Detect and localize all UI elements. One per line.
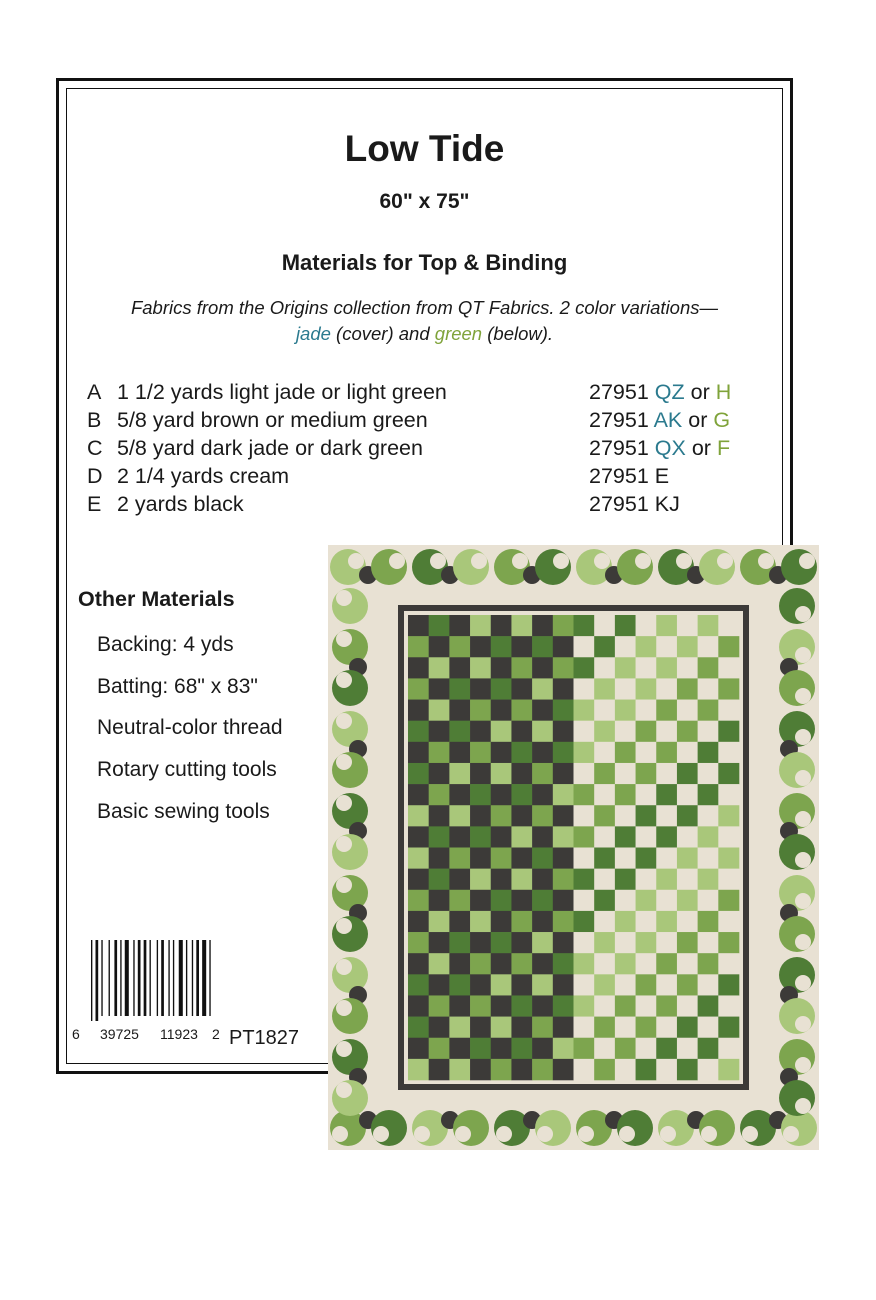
material-letter: C [87, 436, 103, 460]
other-item-backing: Backing: 4 yds [97, 633, 234, 656]
material-code-a: 27951 QZ or H [589, 380, 732, 404]
material-row-d [87, 464, 289, 492]
material-row-a [87, 380, 447, 408]
material-desc: 5/8 yard brown or medium green [117, 408, 428, 432]
below-text: (below). [482, 323, 554, 344]
barcode-group-1: 39725 [100, 1026, 139, 1042]
barcode-digit-right: 2 [212, 1026, 220, 1042]
material-letter: E [87, 492, 102, 516]
barcode-numbers [72, 1022, 222, 1044]
material-code-c: 27951 QX or F [589, 436, 731, 460]
cover-text: (cover) and [330, 323, 435, 344]
other-materials-heading: Other Materials [78, 587, 235, 611]
green-word: green [434, 323, 483, 344]
other-item-sewing-tools: Basic sewing tools [97, 800, 270, 823]
quilt-size: 60" x 75" [379, 190, 470, 213]
material-row-c [87, 436, 423, 464]
quilt-photo [328, 545, 819, 1150]
material-desc: 2 yards black [117, 492, 244, 516]
materials-heading: Materials for Top & Binding [281, 250, 568, 275]
material-code-e: 27951 KJ [589, 492, 680, 516]
intro-line-1: Fabrics from the Origins collection from QT Fabrics. 2 color variations— [130, 297, 719, 318]
material-desc: 1 1/2 yards light jade or light green [117, 380, 447, 404]
material-desc: 5/8 yard dark jade or dark green [117, 436, 423, 460]
fabric-intro [66, 295, 783, 347]
other-item-thread: Neutral-color thread [97, 716, 283, 739]
material-code-d: 27951 E [589, 464, 670, 488]
material-row-e [87, 492, 244, 520]
intro-line-2 [66, 321, 783, 347]
material-desc: 2 1/4 yards cream [117, 464, 290, 488]
barcode-image [89, 940, 217, 1021]
material-letter: B [87, 408, 102, 432]
other-item-cutting-tools: Rotary cutting tools [97, 758, 277, 781]
pattern-title: Low Tide [344, 128, 505, 169]
jade-word: jade [295, 323, 331, 344]
material-letter: D [87, 464, 103, 488]
barcode-digit-left: 6 [72, 1026, 80, 1042]
other-item-batting: Batting: 68" x 83" [97, 675, 258, 698]
pattern-code: PT1827 [229, 1027, 300, 1049]
barcode-group-2: 11923 [160, 1026, 198, 1042]
material-row-b [87, 408, 428, 436]
material-code-b: 27951 AK or G [589, 408, 731, 432]
material-letter: A [87, 380, 102, 404]
